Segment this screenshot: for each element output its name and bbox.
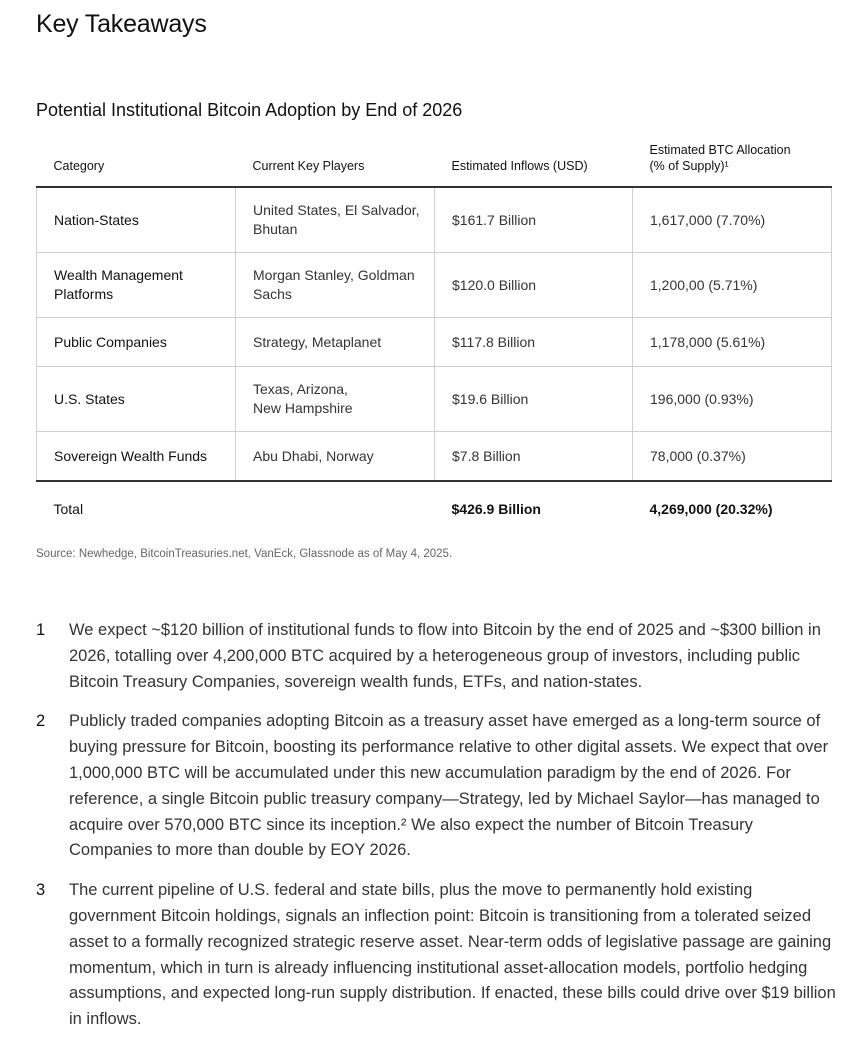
table-row — [37, 367, 832, 432]
takeaway-number: 3 — [36, 881, 46, 900]
category-line: Wealth Management — [54, 267, 183, 283]
category-cell: Nation-States — [37, 187, 236, 253]
category-cell: Sovereign Wealth Funds — [37, 432, 236, 482]
inflows-cell: $7.8 Billion — [435, 432, 633, 482]
allocation-header-line1: Estimated BTC Allocation — [649, 143, 791, 157]
takeaway-text: The current pipeline of U.S. federal and state bills, plus the move to permanently hold existing government Bitcoin holdings, signals an inflection point: Bitcoin is transitioning from a tolerated seized asset to a formally recognized strategic reserve asset. Near-term odds of legislative passage are gaining momentum, which in turn is already influencing institutional asset-allocation models, portfolio hedging assumptions, and expected long-run supply distribution. If enacted, these bills could drive over $19 billion in inflows. — [69, 881, 836, 1029]
takeaway-item — [36, 878, 836, 1033]
source-note: Source: Newhedge, BitcoinTreasuries.net, VanEck, Glassnode as of May 4, 2025. — [36, 548, 453, 560]
table-row — [37, 432, 832, 482]
category-cell — [37, 253, 236, 318]
category-cell: U.S. States — [37, 367, 236, 432]
players-line: Texas, Arizona, — [253, 381, 348, 397]
allocation-cell: 1,617,000 (7.70%) — [633, 187, 832, 253]
inflows-cell: $120.0 Billion — [435, 253, 633, 318]
inflows-cell: $19.6 Billion — [435, 367, 633, 432]
category-cell: Public Companies — [37, 318, 236, 367]
takeaway-item — [36, 618, 836, 695]
players-line: United States, El Salvador, — [253, 202, 420, 218]
column-header-allocation — [633, 138, 832, 187]
column-header-players: Current Key Players — [236, 138, 435, 187]
players-cell — [236, 367, 435, 432]
allocation-cell: 78,000 (0.37%) — [633, 432, 832, 482]
players-cell — [236, 187, 435, 253]
table-header-row — [37, 138, 832, 187]
players-line: Morgan Stanley, Goldman — [253, 267, 415, 283]
total-label: Total — [53, 500, 84, 517]
takeaway-item — [36, 709, 836, 864]
allocation-cell: 1,178,000 (5.61%) — [633, 318, 832, 367]
takeaway-text: Publicly traded companies adopting Bitcoin as a treasury asset have emerged as a long-term source of buying pressure for Bitcoin, boosting its performance relative to other digital assets. We expect that over 1,000,000 BTC will be accumulated under this new accumulation paradigm by the end of 2026. For reference, a single Bitcoin public treasury company—Strategy, led by Michael Saylor—has managed to acquire over 570,000 BTC since its inception.² We also expect the number of Bitcoin Treasury Companies to more than double by EOY 2026. — [69, 712, 829, 860]
allocation-cell: 196,000 (0.93%) — [633, 367, 832, 432]
total-allocation: 4,269,000 (20.32%) — [649, 500, 773, 517]
takeaway-text: We expect ~$120 billion of institutional funds to flow into Bitcoin by the end of 2025 and ~$300 billion in 2026, totalling over 4,200,000 BTC acquired by a heterogeneous group of investors, including public Bitcoin Treasury Companies, sovereign wealth funds, ETFs, and nation-states. — [69, 621, 821, 691]
inflows-cell: $117.8 Billion — [435, 318, 633, 367]
players-cell: Strategy, Metaplanet — [236, 318, 435, 367]
players-line: New Hampshire — [253, 400, 353, 416]
inflows-cell: $161.7 Billion — [435, 187, 633, 253]
takeaway-number: 2 — [36, 712, 46, 731]
table-row — [37, 253, 832, 318]
allocation-cell: 1,200,00 (5.71%) — [633, 253, 832, 318]
takeaways-list — [36, 618, 836, 1033]
players-cell — [236, 253, 435, 318]
table-row — [37, 187, 832, 253]
adoption-table — [36, 138, 832, 536]
column-header-category: Category — [37, 138, 236, 187]
table-title: Potential Institutional Bitcoin Adoption by End of 2026 — [36, 100, 463, 120]
players-line: Sachs — [253, 286, 292, 302]
players-cell: Abu Dhabi, Norway — [236, 432, 435, 482]
total-row — [37, 481, 832, 536]
table-row — [37, 318, 832, 367]
total-players-empty — [236, 481, 435, 536]
allocation-header-line2: (% of Supply)¹ — [649, 159, 729, 173]
players-line: Bhutan — [253, 221, 298, 237]
total-inflows: $426.9 Billion — [451, 500, 541, 517]
page-title: Key Takeaways — [36, 10, 207, 38]
column-header-inflows: Estimated Inflows (USD) — [435, 138, 633, 187]
category-line: Platforms — [54, 286, 114, 302]
takeaway-number: 1 — [36, 621, 46, 639]
